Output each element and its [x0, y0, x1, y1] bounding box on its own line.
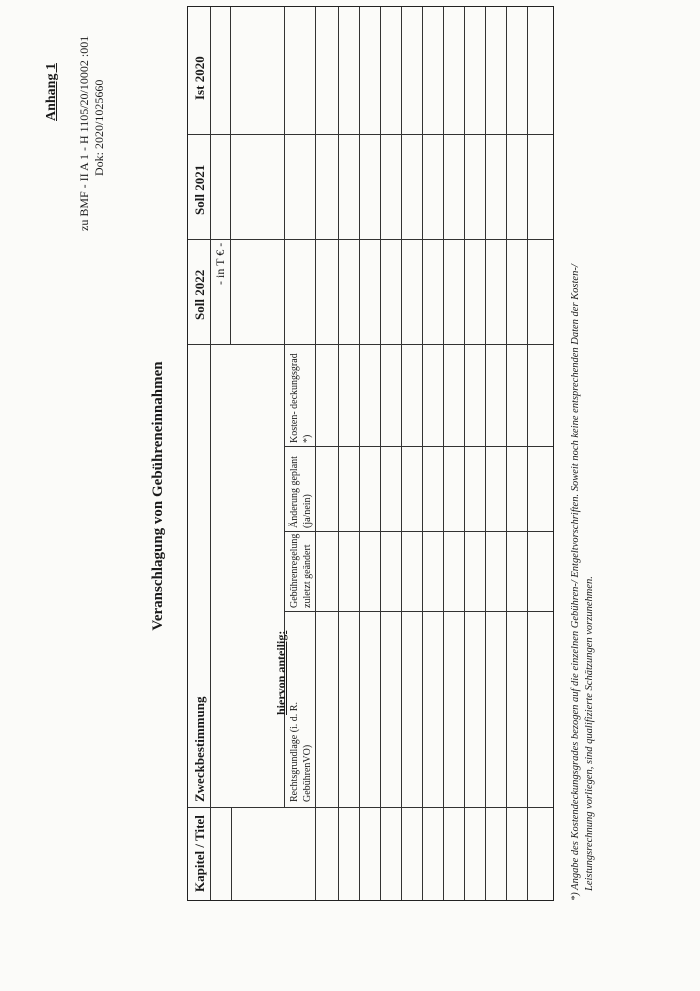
- header-ist2020: Ist 2020: [192, 56, 207, 100]
- divider-zweck: [188, 344, 553, 345]
- divider-kapitel: [188, 807, 553, 808]
- row-line: [380, 7, 381, 900]
- sub-kosten: Kosten- deckungsgrad *): [289, 353, 313, 443]
- reference-line-2: Dok: 2020/1025660: [92, 79, 106, 176]
- fee-table: [187, 6, 554, 901]
- row-line: [401, 7, 402, 900]
- row-line: [443, 7, 444, 900]
- row-line: [464, 7, 465, 900]
- unit-line: [230, 7, 231, 345]
- unit-label: - in T € -: [213, 242, 227, 285]
- sub-aenderung: Änderung geplant (ja/nein): [289, 456, 313, 528]
- footnote-line-2: Leistungsrechnung vorliegen, sind qualifizierte Schätzungen vorzunehmen.: [584, 576, 595, 891]
- header-soll2021: Soll 2021: [192, 164, 207, 215]
- row-line: [338, 7, 339, 900]
- sub-gebuehrenregelung: Gebührenregelung zuletzt geändert: [289, 533, 313, 608]
- subheader-line: [315, 7, 316, 808]
- page-title: Veranschlagung von Gebühreneinnahmen: [150, 361, 166, 631]
- footnote-line-1: *) Angabe des Kostendeckungsgrades bezogen auf die einzelnen Gebühren-/ Entgeltvorschriften. Soweit noch keine entsprechenden Daten der Kosten-/: [570, 264, 581, 901]
- divider-soll2022: [188, 239, 553, 240]
- divider-sub-2: [284, 531, 553, 532]
- kapitel-sub-line: [231, 808, 232, 900]
- header-zweck: Zweckbestimmung: [192, 696, 207, 802]
- header-line: [210, 7, 211, 900]
- header-soll2022: Soll 2022: [192, 269, 207, 320]
- divider-soll2021: [188, 134, 553, 135]
- reference-line-1: zu BMF - II A 1 - H 1105/20/10002 :001: [77, 35, 91, 231]
- divider-sub-3: [284, 446, 553, 447]
- sub-rechtsgrundlage: Rechtsgrundlage (i. d. R. GebührenVO): [289, 702, 313, 802]
- header-kapitel: Kapitel / Titel: [192, 815, 207, 892]
- row-line: [422, 7, 423, 900]
- row-line: [506, 7, 507, 900]
- row-line: [485, 7, 486, 900]
- hiervon-label: hiervon anteilig:: [274, 630, 288, 715]
- divider-sub-1: [284, 611, 553, 612]
- annex-label: Anhang 1: [44, 63, 59, 121]
- kapitel-line: [315, 808, 316, 900]
- row-line: [359, 7, 360, 900]
- row-line: [527, 7, 528, 900]
